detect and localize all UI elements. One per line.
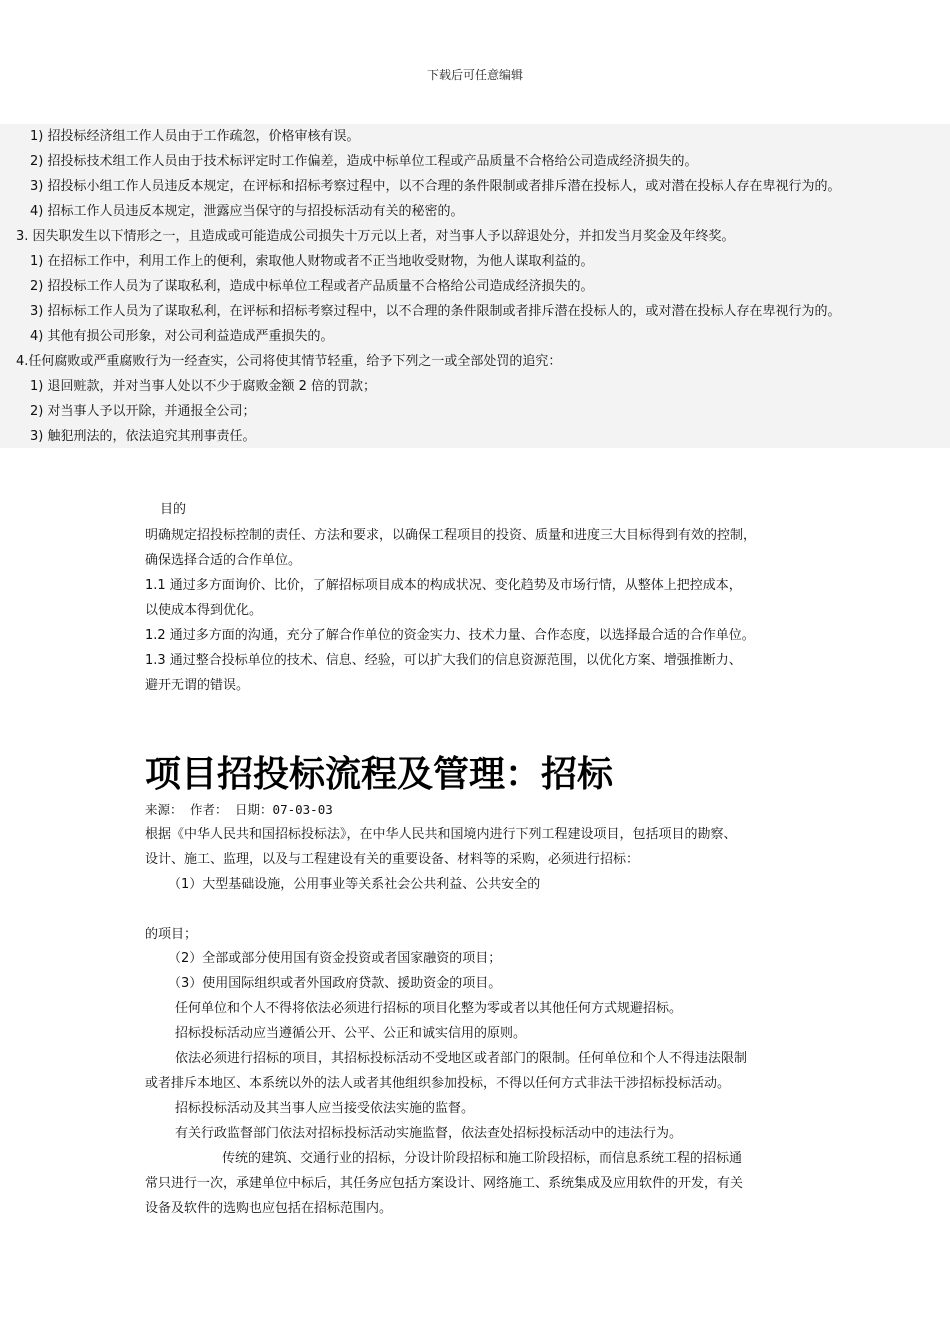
purpose-line: 1.1 通过多方面询价、比价，了解招标项目成本的构成状况、变化趋势及市场行情，从整体上把控成本， <box>145 578 742 593</box>
penalty-section <box>0 124 950 448</box>
article-line: 常只进行一次，承建单位中标后，其任务应包括方案设计、网络施工、系统集成及应用软件的开发，有关 <box>145 1176 744 1191</box>
article-line: 招标投标活动应当遵循公开、公平、公正和诚实信用的原则。 <box>175 1026 527 1041</box>
article-title: 项目招投标流程及管理：招标 <box>145 753 614 795</box>
article-line: 传统的建筑、交通行业的招标，分设计阶段招标和施工阶段招标，而信息系统工程的招标通 <box>222 1151 743 1166</box>
article-line: 招标投标活动及其当事人应当接受依法实施的监督。 <box>175 1101 475 1116</box>
article-line: 的项目； <box>145 927 198 942</box>
penalty-line: 1) 在招标工作中，利用工作上的便利，索取他人财物或者不正当地收受财物，为他人谋取利益的。 <box>30 254 594 269</box>
purpose-line: 确保选择合适的合作单位。 <box>145 553 302 568</box>
penalty-line: 3) 招投标小组工作人员违反本规定，在评标和招标考察过程中，以不合理的条件限制或者排斥潜在投标人，或对潜在投标人存在卑视行为的。 <box>30 179 841 194</box>
purpose-line: 1.2 通过多方面的沟通，充分了解合作单位的资金实力、技术力量、合作态度，以选择最合适的合作单位。 <box>145 628 755 643</box>
penalty-heading: 3. 因失职发生以下情形之一，且造成或可能造成公司损失十万元以上者，对当事人予以辞退处分，并扣发当月奖金及年终奖。 <box>16 229 735 244</box>
article-line: 依法必须进行招标的项目，其招标投标活动不受地区或者部门的限制。任何单位和个人不得违法限制 <box>175 1051 748 1066</box>
penalty-line: 4) 招标工作人员违反本规定，泄露应当保守的与招投标活动有关的秘密的。 <box>30 204 464 219</box>
article-line: 任何单位和个人不得将依法必须进行招标的项目化整为零或者以其他任何方式规避招标。 <box>175 1001 683 1016</box>
article-line: 有关行政监督部门依法对招标投标活动实施监督，依法查处招标投标活动中的违法行为。 <box>175 1126 683 1141</box>
penalty-line: 3) 招标标工作人员为了谋取私利，在评标和招标考察过程中，以不合理的条件限制或者排斥潜在投标人的，或对潜在投标人存在卑视行为的。 <box>30 304 841 319</box>
penalty-line: 2) 招投标工作人员为了谋取私利，造成中标单位工程或者产品质量不合格给公司造成经济损失的。 <box>30 279 594 294</box>
article-line: （3）使用国际组织或者外国政府贷款、援助资金的项目。 <box>168 976 502 991</box>
penalty-line: 2) 对当事人予以开除，并通报全公司； <box>30 404 256 419</box>
penalty-line: 1) 退回赃款，并对当事人处以不少于腐败金额 2 倍的罚款； <box>30 379 377 394</box>
article-line: 或者排斥本地区、本系统以外的法人或者其他组织参加投标，不得以任何方式非法干涉招标投标活动。 <box>145 1076 731 1091</box>
purpose-line: 1.3 通过整合投标单位的技术、信息、经验，可以扩大我们的信息资源范围，以优化方案、增强推断力、 <box>145 653 742 668</box>
article-line: 设计、施工、监理，以及与工程建设有关的重要设备、材料等的采购，必须进行招标： <box>145 852 640 867</box>
purpose-heading: 目的 <box>160 502 187 517</box>
article-line: 设备及软件的选购也应包括在招标范围内。 <box>145 1201 393 1216</box>
penalty-line: 1) 招投标经济组工作人员由于工作疏忽，价格审核有误。 <box>30 129 360 144</box>
penalty-line: 4) 其他有损公司形象，对公司利益造成严重损失的。 <box>30 329 334 344</box>
article-meta: 来源： 作者： 日期：07-03-03 <box>145 802 333 817</box>
article-line: （1）大型基础设施，公用事业等关系社会公共利益、公共安全的 <box>168 877 541 892</box>
penalty-line: 2) 招投标技术组工作人员由于技术标评定时工作偏差，造成中标单位工程或产品质量不合格给公司造成经济损失的。 <box>30 154 698 169</box>
penalty-heading: 4.任何腐败或严重腐败行为一经查实，公司将使其情节轻重，给予下列之一或全部处罚的追究： <box>16 354 562 369</box>
page-header: 下载后可任意编辑 <box>426 68 523 82</box>
article-line: 根据《中华人民共和国招标投标法》，在中华人民共和国境内进行下列工程建设项目，包括项目的勘察、 <box>145 827 737 842</box>
purpose-line: 避开无谓的错误。 <box>145 678 250 693</box>
article-line: （2）全部或部分使用国有资金投资或者国家融资的项目； <box>168 951 502 966</box>
purpose-line: 以使成本得到优化。 <box>145 603 263 618</box>
purpose-line: 明确规定招投标控制的责任、方法和要求，以确保工程项目的投资、质量和进度三大目标得到有效的控制， <box>145 528 757 543</box>
penalty-line: 3) 触犯刑法的，依法追究其刑事责任。 <box>30 429 256 444</box>
